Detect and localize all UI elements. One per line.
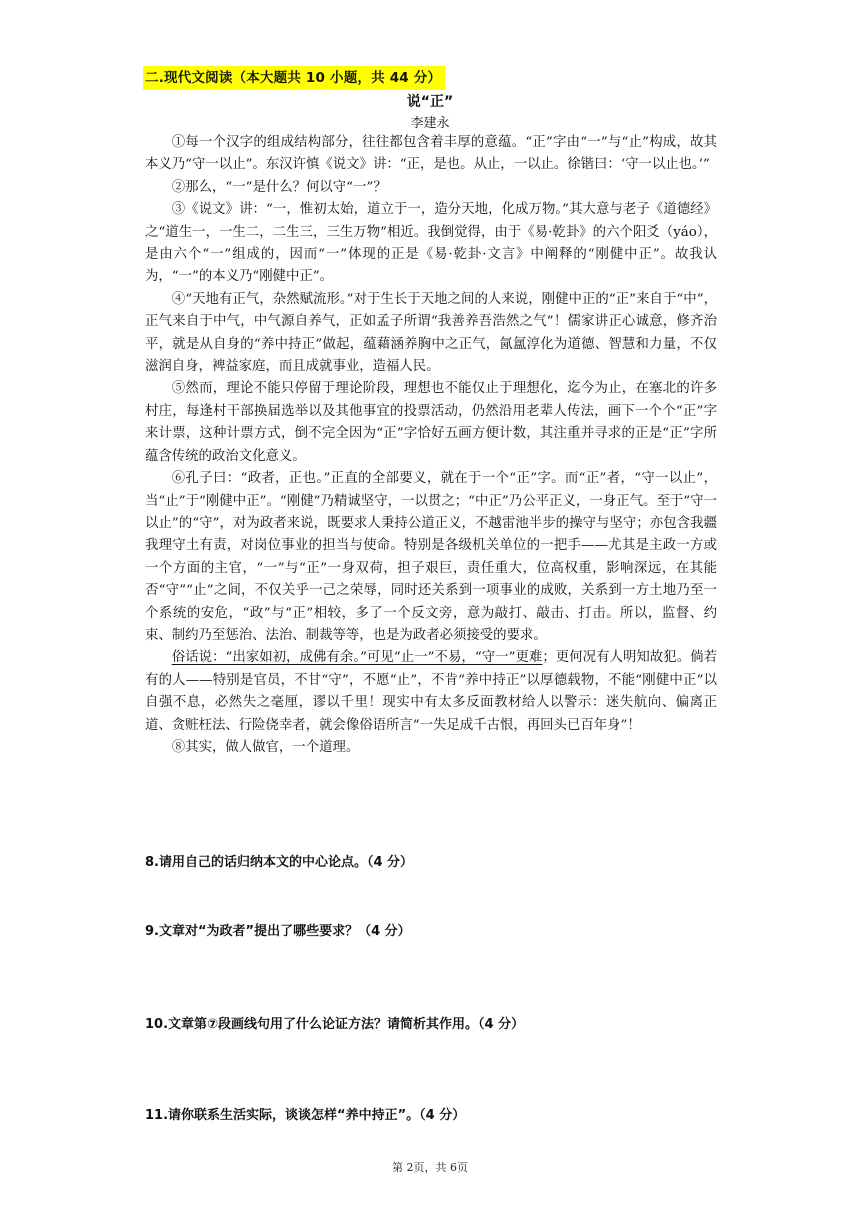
question-10: 10.文章第⑦段画线句用了什么论证方法？请简析其作用。（4 分） <box>145 1017 525 1032</box>
article-author: 李建永 <box>410 116 450 131</box>
article-body <box>145 132 717 759</box>
paragraph-8: ⑧其实，做人做官，一个道理。 <box>171 739 360 755</box>
paragraph-7-rest: ；更何况有人明知故犯。倘若有的人——特别是官员，不甘“守”，不愿“止”，不肯“养中持正”以厚德载物，不能“刚健中正”以自强不息，必然失之毫厘，谬以千里！现实中有太多反面教材给人以警示：迷失航向、偏离正道、贪赃枉法、行险侥幸者，就会像俗语所言“一失足成千古恨，再回头已百年身”！ <box>145 650 718 733</box>
paragraph-2: ②那么，“一”是什么？何以守“一”？ <box>171 179 387 195</box>
paragraph-6: ⑥孔子曰：“政者，正也。”正直的全部要义，就在于一个“正”字。而“正”者，“守一以止”，当“止”于“刚健中正”。“刚健”乃精诚坚守，一以贯之；“中正”乃公平正义，一身正气。至于“守一以止”的“守”，对为政者来说，既要求人秉持公道正义，不越雷池半步的操守与坚守；亦包含我疆我理守土有责，对岗位事业的担当与使命。特别是各级机关单位的一把手——尤其是主政一方或一个方面的主官，“一”与“正”一身双荷，担子艰巨，责任重大，位高权重，影响深远，在其能否“守”“止”之间，不仅关乎一己之荣辱，同时还关系到一项事业的成败，关系到一方土地乃至一个系统的安危，“政”与“正”相较，多了一个反文旁，意为敲打、敲击、打击。所以，监督、约束、制约乃至惩治、法治、制裁等等，也是为政者必须接受的要求。 <box>145 471 717 643</box>
paragraph-5: ⑤然而，理论不能只停留于理论阶段，理想也不能仅止于理想化，迄今为止，在塞北的许多村庄，每逢村干部换届选举以及其他事宜的投票活动，仍然沿用老辈人传法，画下一个个“正”字来计票，这种计票方式，倒不完全因为“正”字恰好五画方便计数，其注重并寻求的正是“正”字所蕴含传统的政治文化意义。 <box>145 381 717 464</box>
section-heading: 二.现代文阅读（本大题共 10 小题，共 44 分） <box>143 66 445 90</box>
paragraph-4: ④“天地有正气，杂然赋流形。”对于生长于天地之间的人来说，刚健中正的“正”来自于“中”，正气来自于中气，中气源自养气，正如孟子所谓“我善养吾浩然之气”！儒家讲正心诚意，修齐治平，就是从自身的“养中持正”做起，蕴藉涵养胸中之正气，氤氲淳化为道德、智慧和力量，不仅滋润自身，裨益家庭，而且成就事业，造福人民。 <box>145 291 717 375</box>
question-9: 9.文章对“为政者”提出了哪些要求？（4 分） <box>145 924 411 939</box>
paragraph-3: ③《说文》讲：“一，惟初太始，道立于一，造分天地，化成万物。”其大意与老子《道德经》之“道生一，一生二，二生三，三生万物”相近。我倒觉得，由于《易·乾卦》的六个阳爻（yáo），是由六个“一”组成的，因而“一”体现的正是《易·乾卦·文言》中阐释的“刚健中正”。故我认为，“一”的本义乃“刚健中正”。 <box>145 202 717 285</box>
question-8: 8.请用自己的话归纳本文的中心论点。（4 分） <box>145 855 414 870</box>
article-title: 说“正” <box>406 94 454 110</box>
underlined-sentence: 俗话说：“出家如初，成佛有余。”可见“止一”不易，“守一”更难 <box>171 650 543 666</box>
paragraph-1: ①每一个汉字的组成结构部分，往往都包含着丰厚的意蕴。“正”字由“一”与“止”构成，故其本义乃“守一以止”。东汉许慎《说文》讲：“正，是也。从止，一以止。徐锴曰：‘守一以止也。’” <box>145 135 717 173</box>
question-11: 11.请你联系生活实际，谈谈怎样“养中持正”。（4 分） <box>145 1108 466 1123</box>
page-footer: 第 2页，共 6页 <box>392 1161 468 1174</box>
paragraph-7 <box>145 647 717 737</box>
